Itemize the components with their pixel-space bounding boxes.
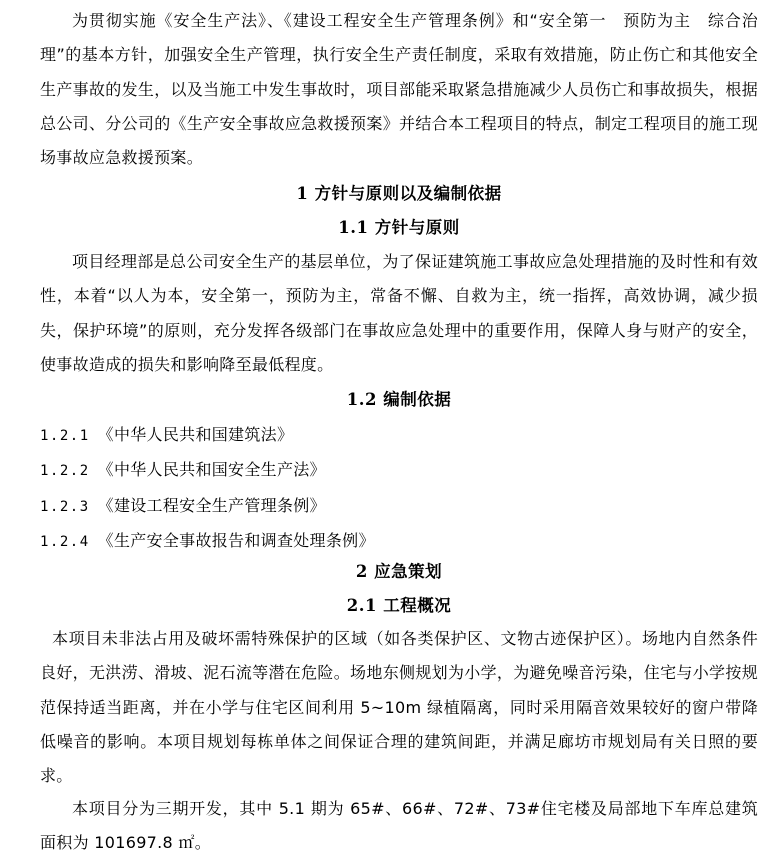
basis-item-title: 《建设工程安全生产管理条例》 — [97, 495, 326, 515]
basis-item-title: 《中华人民共和国安全生产法》 — [97, 460, 326, 480]
intro-paragraph: 为贯彻实施《安全生产法》、《建设工程安全生产管理条例》和“安全第一 预防为主 综合治理”的基本方针，加强安全生产管理，执行安全生产责任制度，采取有效措施，防止伤亡和其他安全生产事故的发生，以及当施工中发生事故时，项目部能采取紧急措施减少人员伤亡和事故损失，根据总公司、分公司的《生产安全事故应急救援预案》并结合本工程项目的特点，制定工程项目的施工现场事故应急救援预案。 — [40, 11, 758, 168]
basis-list-item — [40, 489, 758, 524]
section-1-heading: 1 方针与原则以及编制依据 — [296, 184, 502, 203]
section-2-1-heading: 2.1 工程概况 — [346, 596, 452, 615]
basis-list-item — [40, 418, 758, 453]
section-2-heading: 2 应急策划 — [355, 562, 443, 581]
section-1-1-body: 项目经理部是总公司安全生产的基层单位，为了保证建筑施工事故应急处理措施的及时性和有效性，本着“以人为本，安全第一，预防为主，常备不懈、自救为主，统一指挥，高效协调，减少损失，保护环境”的原则，充分发挥各级部门在事故应急处理中的重要作用，保障人身与财产的安全，使事故造成的损失和影响降至最低程度。 — [40, 252, 758, 374]
basis-list-item — [40, 453, 758, 488]
section-1-2-heading: 1.2 编制依据 — [346, 390, 452, 409]
basis-item-number: 1.2.3 — [40, 498, 90, 515]
section-2-1-body-2: 本项目分为三期开发，其中 5.1 期为 65#、66#、72#、73#住宅楼及局部地下车库总建筑面积为 101697.8 ㎡。 — [40, 799, 758, 853]
basis-item-title: 《中华人民共和国建筑法》 — [97, 425, 294, 444]
basis-list — [40, 418, 758, 559]
basis-item-number: 1.2.4 — [40, 533, 90, 550]
section-1-1-heading: 1.1 方针与原则 — [338, 218, 460, 237]
basis-item-title: 《生产安全事故报告和调查处理条例》 — [97, 530, 375, 550]
basis-list-item — [40, 524, 758, 559]
basis-item-number: 1.2.1 — [40, 428, 90, 444]
basis-item-number: 1.2.2 — [40, 463, 90, 480]
section-2-1-body-1: 本项目未非法占用及破坏需特殊保护的区域（如各类保护区、文物古迹保护区）。场地内自然条件良好，无洪涝、滑坡、泥石流等潜在危险。场地东侧规划为小学，为避免噪音污染，住宅与小学按规范保持适当距离，并在小学与住宅区间利用 5~10m 绿植隔离，同时采用隔音效果较好的窗户带降低噪音的影响。本项目规划每栋单体之间保证合理的建筑间距，并满足廊坊市规划局有关日照的要求。 — [40, 629, 758, 786]
